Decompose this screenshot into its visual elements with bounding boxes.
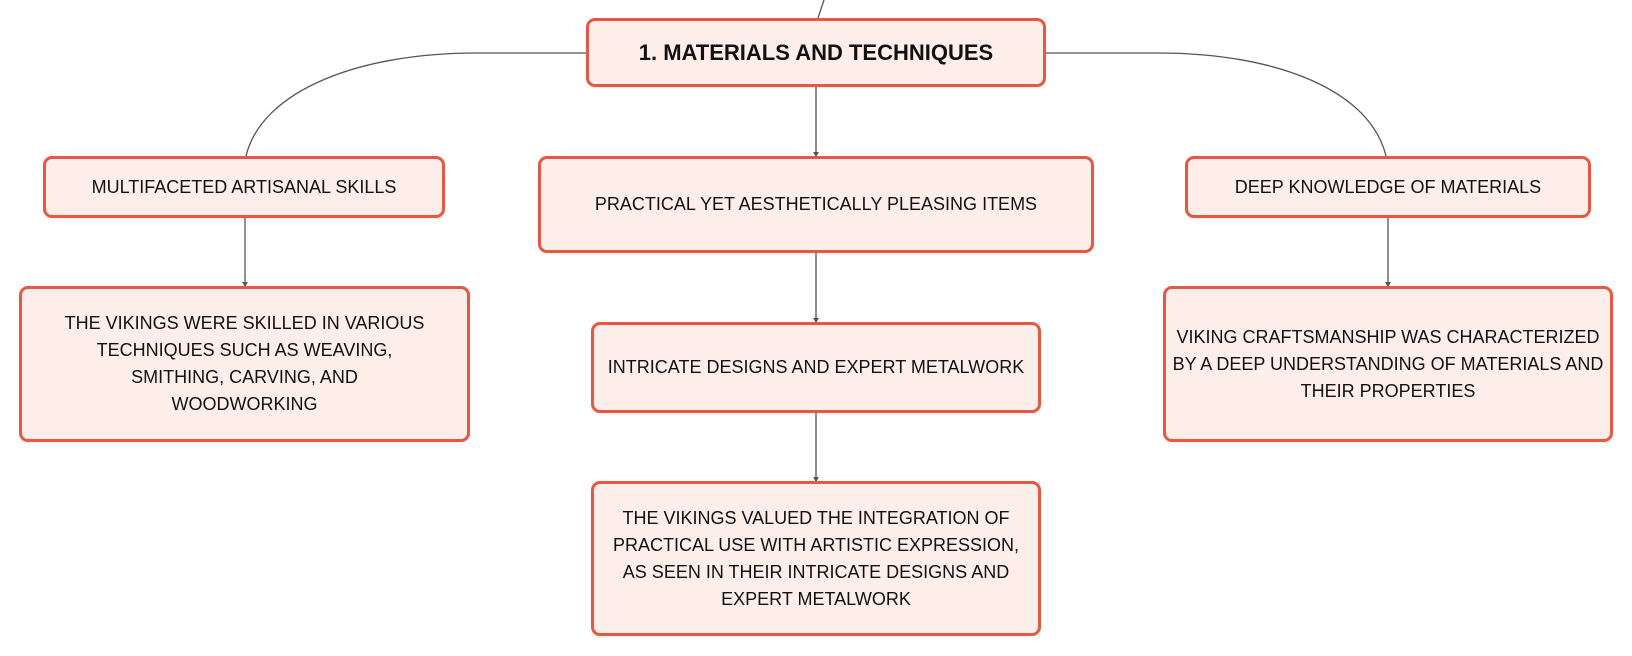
root-node-label: 1. MATERIALS AND TECHNIQUES: [638, 40, 994, 65]
connector-root-to-left: [246, 53, 586, 156]
node-multifaceted-artisanal-skills[interactable]: [43, 156, 445, 218]
node-label: PRACTICAL YET AESTHETICALLY PLEASING ITEMS: [594, 194, 1038, 214]
node-materials-detail[interactable]: [1163, 286, 1613, 442]
connector-parent-to-root: [818, 0, 824, 18]
root-node[interactable]: [586, 18, 1046, 87]
node-integration-detail[interactable]: [591, 481, 1041, 636]
node-skills-detail[interactable]: [19, 286, 470, 442]
connector-root-to-right: [1046, 53, 1386, 156]
node-label: INTRICATE DESIGNS AND EXPERT METALWORK: [607, 357, 1025, 377]
node-label: MULTIFACETED ARTISANAL SKILLS: [91, 176, 397, 197]
node-practical-aesthetic-items[interactable]: [538, 156, 1094, 253]
node-deep-knowledge-of-materials[interactable]: [1185, 156, 1591, 218]
node-label: VIKING CRAFTSMANSHIP WAS CHARACTERIZED BY A DEEP UNDERSTANDING OF MATERIALS AND THEIR PROPERTIES: [1172, 326, 1604, 401]
node-intricate-designs-metalwork[interactable]: [591, 322, 1041, 413]
node-label: DEEP KNOWLEDGE OF MATERIALS: [1234, 176, 1542, 197]
node-label: THE VIKINGS VALUED THE INTEGRATION OF PRACTICAL USE WITH ARTISTIC EXPRESSION, AS SEEN IN THEIR INTRICATE DESIGNS AND EXPERT METALWORK: [612, 507, 1020, 609]
node-label: THE VIKINGS WERE SKILLED IN VARIOUS TECHNIQUES SUCH AS WEAVING, SMITHING, CARVING, AND WOODWORKING: [64, 313, 425, 414]
